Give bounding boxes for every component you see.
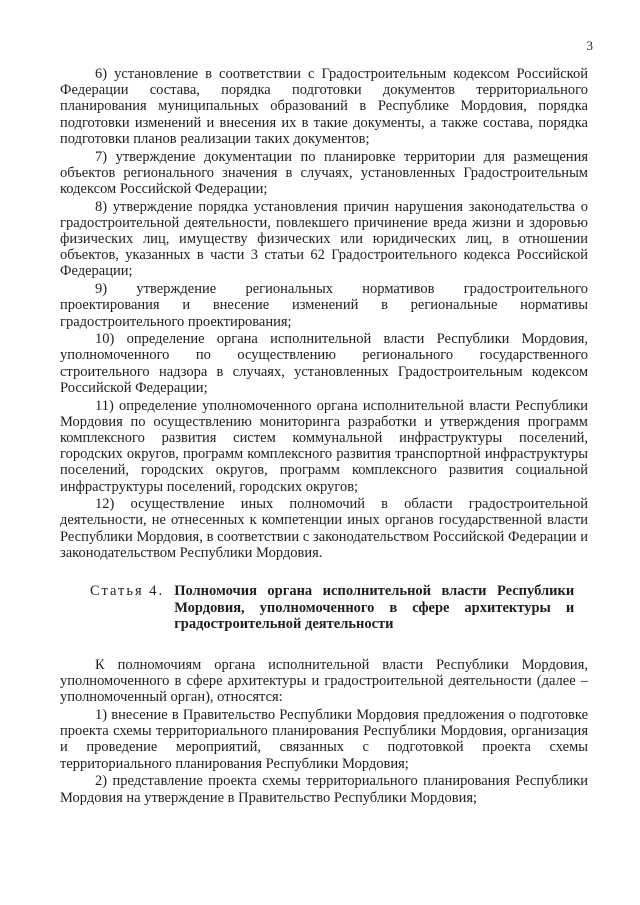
list-item-9: 9) утверждение региональных нормативов градостроительного проектирования и внесение изменений в региональные нормативы градостроительного проектирования; <box>60 281 588 330</box>
article-heading <box>90 583 588 633</box>
article-title: Полномочия органа исполнительной власти Республики Мордовия, уполномоченного в сфере архитектуры и градостроительной деятельности <box>174 583 575 633</box>
list-item-6: 6) установление в соответствии с Градостроительным кодексом Российской Федерации состава, порядка подготовки документов территориального планирования муниципальных образований в Республике Мордовия, порядка подготовки изменений и внесения их в такие документы, а также состава, порядка подготовки планов реализации таких документов; <box>60 66 588 147</box>
list-item-8: 8) утверждение порядка установления причин нарушения законодательства о градостроительной деятельности, повлекшего причинение вреда жизни и здоровью физических лиц, имуществу физических или юридических лиц, в отношении объектов, указанных в части 3 статьи 62 Градостроительного кодекса Российской Федерации; <box>60 198 588 280</box>
list-item-10: 10) определение органа исполнительной власти Республики Мордовия, уполномоченного по осуществлению регионального государственного строительного надзора в случаях, установленных Градостроительным кодексом Российской Федерации; <box>60 331 588 396</box>
intro-paragraph: К полномочиям органа исполнительной власти Республики Мордовия, уполномоченного в сфере архитектуры и градостроительной деятельности (далее – уполномоченный орган), относятся: <box>60 656 588 706</box>
list-item-2: 2) представление проекта схемы территориального планирования Республики Мордовия на утверждение в Правительство Республики Мордовия; <box>60 773 588 806</box>
document-body <box>60 66 588 807</box>
list-item-1: 1) внесение в Правительство Республики Мордовия предложения о подготовке проекта схемы территориального планирования Республики Мордовия, организация и проведение мероприятий, связанных с подготовкой проекта схемы территориального планирования Республики Мордовия; <box>60 706 588 772</box>
list-item-12: 12) осуществление иных полномочий в области градостроительной деятельности, не отнесенных к компетенции иных органов государственной власти Республики Мордовия, в соответствии с законодательством Российской Федерации и законодательством Республики Мордовия. <box>60 496 588 561</box>
list-item-7: 7) утверждение документации по планировке территории для размещения объектов регионального значения в случаях, установленных Градостроительным кодексом Российской Федерации; <box>60 148 588 197</box>
page-number: 3 <box>586 38 593 53</box>
article-label: Статья 4. <box>90 583 165 600</box>
list-item-11: 11) определение уполномоченного органа исполнительной власти Республики Мордовия по осуществлению мониторинга разработки и утверждения программ комплексного развития систем коммунальной инфраструктуры поселений, городских округов, программ комплексного развития транспортной инфраструктуры поселений, городских округов, программ комплексного развития социальной инфраструктуры поселений, городских округов; <box>60 397 588 495</box>
